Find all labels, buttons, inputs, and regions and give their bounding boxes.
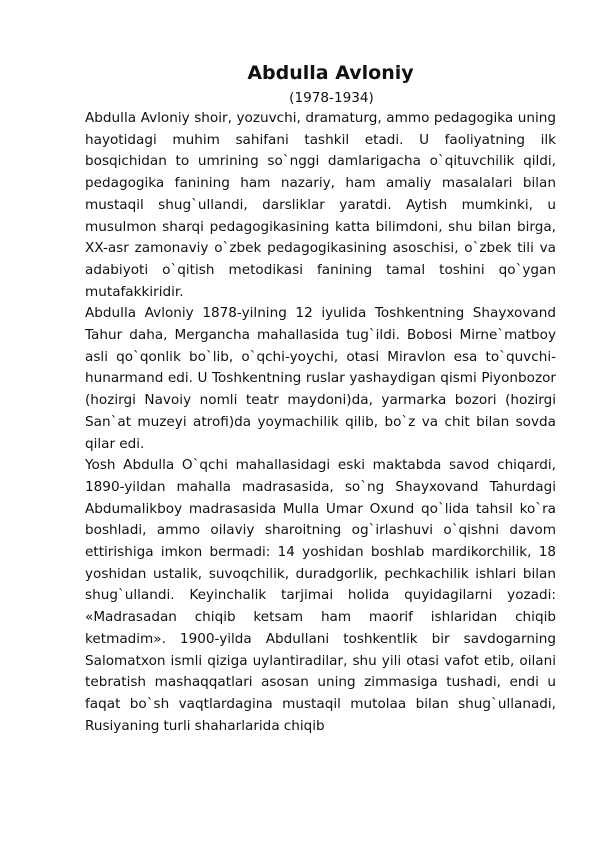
life-dates: (1978-1934) [289, 90, 374, 106]
paragraph-intro: Abdulla Avloniy shoir, yozuvchi, dramaturg, ammo pedagogika uning hayotidagi muhim sahifani tashkil etadi. U faoliyatning ilk bosqichidan to umrining so`nggi damlarigacha o`qituvchilik qildi, pedagogika fanining ham nazariy, ham amaliy masalalari bilan mustaqil shug`ullandi, darsliklar yaratdi. Aytish mumkinki, u musulmon sharqi pedagogikasining katta bilimdoni, shu bilan birga, XX-asr zamonaviy o`zbek pedagogikasining asoschisi, o`zbek tili va adabiyoti o`qitish metodikasi fanining tamal toshini qo`ygan mutafakkiridir. [85, 110, 556, 300]
paragraph-birth: Abdulla Avloniy 1878-yilning 12 iyulida Toshkentning Shayxovand Tahur daha, Mergancha mahallasida tug`ildi. Bobosi Mirne`matboy asli qo`qonlik bo`lib, o`qchi-yoychi, otasi Miravlon esa to`quvchi-hunarmand edi. U Toshkentning ruslar yashaydigan qismi Piyonbozor (hozirgi Navoiy nomli teatr maydoni)da, yarmarka bozori (hozirgi San`at muzeyi atrofi)da yoymachilik qilib, bo`z va chit bilan sovda qilar edi. [85, 305, 556, 452]
document-title: Abdulla Avloniy [247, 62, 414, 84]
paragraph-education: Yosh Abdulla O`qchi mahallasidagi eski maktabda savod chiqardi, 1890-yildan mahalla madrasasida, so`ng Shayxovand Tahurdagi Abdumalikboy madrasasida Mulla Umar Oxund qo`lida tahsil ko`ra boshladi, ammo oilaviy sharoitning og`irlashuvi o`qishni davom ettirishiga imkon bermadi: 14 yoshidan boshlab mardikorchilik, 18 yoshidan ustalik, suvoqchilik, duradgorlik, pechkachilik ishlari bilan shug`ullandi. Keyinchalik tarjimai holida quyidagilarni yozadi: «Madrasadan chiqib ketsam ham maorif ishlaridan chiqib ketmadim». 1900-yilda Abdullani toshkentlik bir savdogarning Salomatxon ismli qiziga uylantiradilar, shu yili otasi vafot etib, oilani tebratish mashaqqatlari asosan uning zimmasiga tushadi, endi u faqat bo`sh vaqtlardagina mustaqil mutolaa bilan shug`ullanadi, Rusiyaning turli shaharlarida chiqib [85, 457, 556, 734]
document-page [85, 58, 556, 737]
